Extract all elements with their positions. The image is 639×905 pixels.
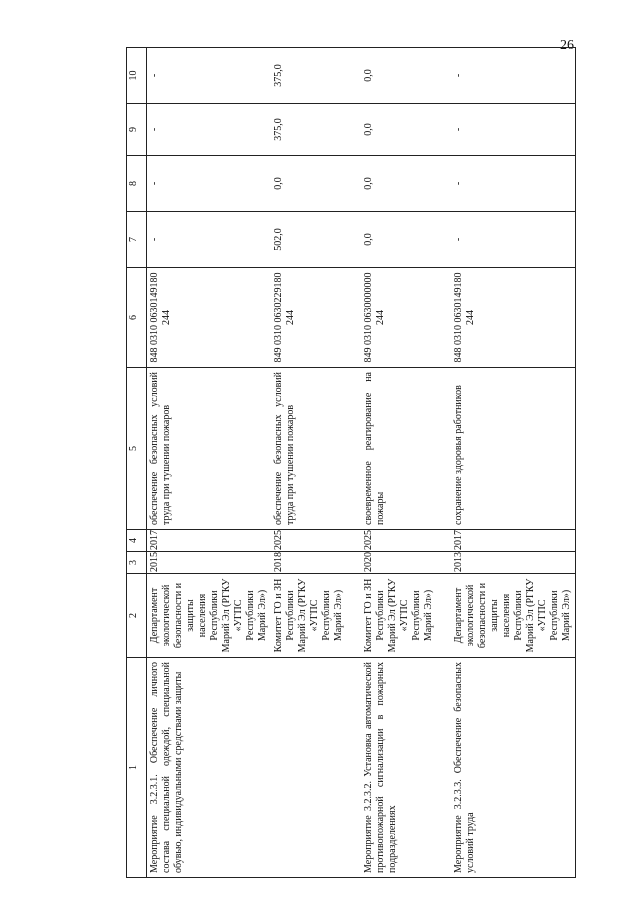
measure-cell: Мероприятие 3.2.3.3. Обеспечение безопасных условий труда (451, 658, 576, 878)
value-cell: 502,0 (271, 212, 361, 268)
start-year-cell: 2013 (451, 552, 576, 574)
value-cell: - (451, 156, 576, 212)
header-cell: 8 (127, 156, 147, 212)
budget-code-cell: 849 0310 0630229180 244 (271, 268, 361, 368)
header-cell: 4 (127, 530, 147, 552)
page-number: 26 (560, 38, 574, 53)
executor-cell: Комитет ГО и ЗН Республики Марий Эл (РГКУ «УГПС Республики Марий Эл») (271, 574, 361, 658)
measure-cell (271, 658, 361, 878)
start-year-cell: 2018 (271, 552, 361, 574)
value-cell: 0,0 (361, 156, 451, 212)
measure-cell: Мероприятие 3.2.3.2. Установка автоматической противопожарной сигнализации в пожарных подразделениях (361, 658, 451, 878)
measure-cell: Мероприятие 3.2.3.1. Обеспечение личного состава специальной одеждой, специальной обувью, индивидуальными средствами защиты (147, 658, 272, 878)
value-cell: 0,0 (361, 48, 451, 104)
result-cell: обеспечение безопасных условий труда при тушении пожаров (147, 368, 272, 530)
header-cell: 1 (127, 658, 147, 878)
result-cell: сохранение здоровья работников (451, 368, 576, 530)
value-cell: - (147, 48, 272, 104)
value-cell: - (147, 212, 272, 268)
header-cell: 7 (127, 212, 147, 268)
header-cell: 5 (127, 368, 147, 530)
header-cell: 2 (127, 574, 147, 658)
start-year-cell: 2015 (147, 552, 272, 574)
end-year-cell: 2025 (361, 530, 451, 552)
budget-code-cell: 849 0310 0630000000 244 (361, 268, 451, 368)
measures-table (126, 47, 576, 878)
value-cell: 0,0 (361, 212, 451, 268)
executor-cell: Департамент экологической безопасности и защиты населения Республики Марий Эл (РГКУ «УГПС Республики Марий Эл») (147, 574, 272, 658)
value-cell: 0,0 (361, 104, 451, 156)
value-cell: - (147, 104, 272, 156)
table-row (147, 48, 272, 878)
table-row (451, 48, 576, 878)
header-cell: 6 (127, 268, 147, 368)
end-year-cell: 2025 (271, 530, 361, 552)
header-row (127, 48, 147, 878)
header-cell: 9 (127, 104, 147, 156)
end-year-cell: 2017 (451, 530, 576, 552)
budget-code-cell: 848 0310 0630149180 244 (451, 268, 576, 368)
result-cell: обеспечение безопасных условий труда при тушении пожаров (271, 368, 361, 530)
result-cell: своевременное реагирование на пожары (361, 368, 451, 530)
rotated-table-wrapper (126, 48, 594, 878)
value-cell: - (451, 104, 576, 156)
value-cell: - (451, 212, 576, 268)
executor-cell: Департамент экологической безопасности и защиты населения Республики Марий Эл (РГКУ «УГПС Республики Марий Эл») (451, 574, 576, 658)
executor-cell: Комитет ГО и ЗН Республики Марий Эл (РГКУ «УГПС Республики Марий Эл») (361, 574, 451, 658)
value-cell: 375,0 (271, 48, 361, 104)
budget-code-cell: 848 0310 0630149180 244 (147, 268, 272, 368)
end-year-cell: 2017 (147, 530, 272, 552)
value-cell: 0,0 (271, 156, 361, 212)
table-row (271, 48, 361, 878)
table-row (361, 48, 451, 878)
start-year-cell: 2020 (361, 552, 451, 574)
value-cell: - (147, 156, 272, 212)
value-cell: 375,0 (271, 104, 361, 156)
value-cell: - (451, 48, 576, 104)
header-cell: 10 (127, 48, 147, 104)
header-cell: 3 (127, 552, 147, 574)
